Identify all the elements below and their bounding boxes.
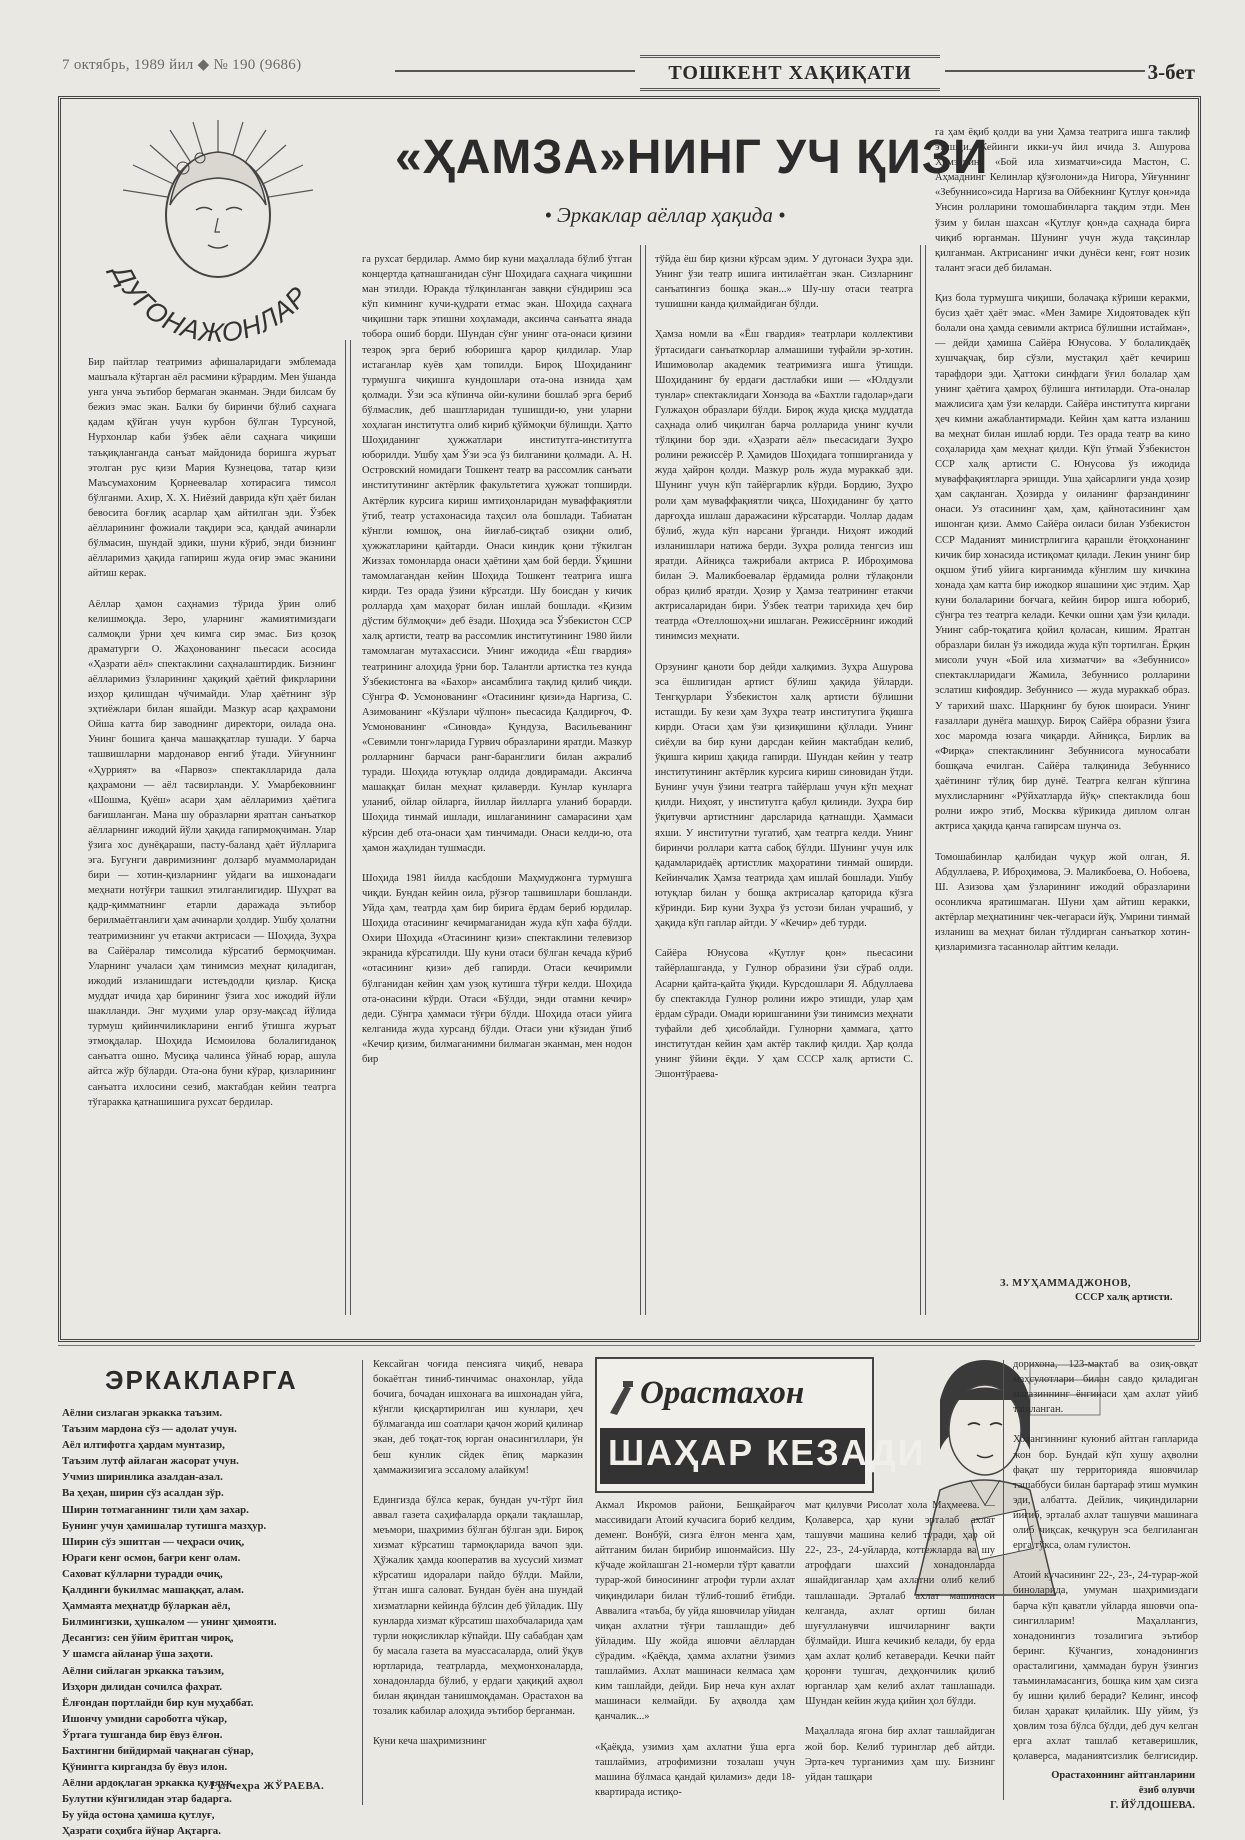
issue-date: 7 октябрь, 1989 йил ◆ № 190 (9686) [62, 57, 302, 73]
feature-banner-title: Орастахон [640, 1375, 805, 1411]
column-rule [362, 1360, 363, 1805]
feature-column-2: Акмал Икромов райони, Бешқайрағоч массивидаги Атоий кучасига бориб келдим, деменг. Вонбўй, сизга ёлғон менга ҳам, айтганим билан бирибир ишонмайсиз. Шу кўчаде жойлашган 21-номерли тўрт қаватли турар-жой биносининг атрофи турли ахлат чиқиндилари билан тўлиб-тошиб ётибди. Аввалига «таъба, бу уйда яшовчилар уйидан чиқан ахлатни тўғри ташлашди» деб ўйладим. Шу жойда яшовчи аёллардан сўрадим. «Қаёқда, ҳамма ахлатни ўзимиз ташлаймиз. Ахлат машинаси келмаса ҳам ким ташлайди, дейди. Бир неча кун ахлат машинаси келмайди. Бу аҳволда ҳам қанчалик...» «Қаёқда, узимиз ҳам ахлатни ўша ерга ташлаймиз, атрофимизни тозалаш учун машина бўлмаса қандай қиламиз» деди 18-квартирада истиқо- [595, 1500, 795, 1798]
article-column-4: га ҳам ёқиб қолди ва уни Ҳамза театрига ишга таклиф этишди. Кейинги икки-уч йил ичида З. Ашурова Ҳамзанинг «Бой ила хизматчи»сида Мастон, С. Аҳмаднинг Келинлар қўзғолони»да Нигора, Уйғуннинг «Зебуннисо»сида Наргиза ва Ойбекнинг Қутлуғ қон»ида Унсин ролларини томошабинларга тақдим этди. Мен ўзим у билан шахсан «Қутлуғ қон»да саҳнада бирга чиқиб юрганман. Шунинг учун жуда тақсинлар қилганман. Актрисанинг ички дунёси кенг, ғоят нозик талант эгаси деб биламан. Қиз бола турмушга чиқиши, болачақа кўриши керакми, бусиз ҳаёт ҳаёт эмас. «Мен Замире Хидоятовадек кўп болали она ҳамда севимли актриса бўлишни истайман», — дейди ҳамиша Сайёра Юнусова. У болаликдаёқ хушчақчақ, бир сўзли, мустақил ҳаёт кечириш тарафдори эди. Ҳаттоки синфдаги ўғил болалар ҳам унинг ҳаётига ҳамроҳ бўлишга интиларди. Ота-оналар мажлисига ҳам ўзи келарди. Сайёра институтга киргани ҳеч кимни ажаблантирмади. Кейин ҳам катта изланиш ва меҳнат билан ишлаб юрди. Тез орада театр ва кино соҳаларида ҳам меҳнат қилди. Кўп ўтмай Ўзбекистон ССР халқ артисти С. Юнусова ўз ижодида муваффақиятларга эришди. Уша ҳайсарлиги унда ҳозир ҳам сақланган. Ҳозирда у оиланинг фарзандининг онаси. Уз отасининг ҳам, ҳам, қайнотасининг ҳам ишонган қизи. Аммо Сайёра оиласи билан Узбекистон ССР Маданият министрлигига қарашли ётоқхонанинг кичик бир хонасида истиқомат қилади. Лекин унинг бир оқшом ўтиб уйига кирганимда кўнглим шу кичкина хонада ҳам катта бир ижодкор яшашини ҳис этдим. Ҳар куни болаларини боғчага, кейин бирор ишга юбориб, сўнгра тез театрга келади. Кечки ошни ҳам ўзи қилади. Унинг сабр-тоқатига қойил қоласан, кишим. Яратган образлари билан ўз ижодида жуда кўп тортилган. Ёрқин мисоли учун «Бой ила хизматчи» ва «Зебуннисо» спектаклларидаги Жамила, Зебуннисо ролларини эслатиш кифоядир. Зебуннисо — жуда мураккаб образ. У тарихий шахс. Шарқнинг бу буюк шоираси. Унинг ғазаллари дунёга машҳур. Бироқ Сайёра образни ўзига хос маромда юзага чиқарди. Айниқса, Бирлик ва «Фирқа» спектаклининг Зебуннисога муносабати бошқача ечилган. Сайёра талқинида Зебуннисо ҳаётининг тўлиқ бир дунё. Театрга келган кўпгина мухлисларнинг «Рўйхатларда йўқ» спектаклида бош ролни ижро этиб, Москва кўрикида диплом олган актриса ҳақида қанча гапирсам шунча оз. Томошабинлар қалбидан чуқур жой олган, Я. Абдуллаева, Р. Иброҳимова, Э. Маликбоева, О. Нобоева, Ш. Азизова ҳам ўзларининг ижодий образларини осонликча яратишмаган. Шуни ҳам айтиш керакки, актёрлар меҳнатининг чек-чегараси йўқ. Умрини тинмай изланиш ва меҳнат билан тўлдирган санъаткор хотин-қизларимизга тасаннолар айтгим келади. [935, 127, 1190, 954]
page-number: 3-бет [1147, 60, 1195, 84]
feature-banner-subtitle: ШАҲАР КЕЗАДИ [608, 1432, 926, 1473]
article-headline: «ҲАМЗА»НИНГ УЧ ҚИЗИ [395, 131, 989, 184]
trumpet-icon [605, 1378, 635, 1418]
column-rule [350, 340, 351, 1315]
feature-column-1: Кексайган чоғида пенсияга чиқиб, невара бокаётган тиниб-тинчимас онахонлар, уйда бочига, бочадан ишхонага ва ишхонадан уйга, кўнгли қисқартирилган иш кунлари, ҳеч бўлмаганда иш соатлари қачон жорий қилинар экан, деб тоқат-тоқ юрган онасингиллари, ўн беш кунлик сйдек ёпиқ марказин ҳаммажизигига эссалому алайкум! Едингизда бўлса керак, бундан уч-тўрт йил аввал газета саҳифаларда орқали тақлашлар, меъмори, шаҳримиз бўлган бўлган эди. Бироқ хизмат кўрсатиш тармоқларида вачоп эди. Ҳўжалик ҳамда кооператив ва хусусий хизмат кўрсатиш идоралари пайдо бўлди. Майли, ўтган ишга саловат. Бундан буён ана шундай хизматларни кейинда бўлсин деб ўйладик. Шу кунларда хизмат кўрсатиш шахобчаларида ҳам турли ноқисликлар кўпайди. Шу сабабдан ҳам бу масала газета ва муассасаларда, олий ўқув юртларида, театрларда, меҳмонхоналарда, хонадонларда бўлиб, у ердаги ҳақиқий аҳвол билан яқиндан танишмоқдаман. Орастахон ва тозалик кабилар алоҳида эътибор берганман. Куни кеча шаҳримизнинг [373, 1359, 583, 1748]
section-divider [58, 1345, 1195, 1346]
poem-text: Аёлни сизлаган эркакка таъзим. Таъзим мардона сўз — адолат учун. Аёл илтифотга ҳардам мунтазир, Таъзим лутф айлаган жасорат учун. Учмиз ширинлика азалдан-азал. Ва ҳеҳан, ширин сўз асалдан зўр. Ширин тотмаганнинг тили ҳам захар. Бунинг учун ҳамишалар тутишга мазҳур. Ширин сўз эшитган — чеҳраси очиқ, Юраги кенг осмон, бағри кенг олам. Саховат кўлларни турадди очиқ, Қалдинги букилмас машаққат, алам. Ҳаммаята меҳнатдр бўларкан аёл, Билмингизки, ҳушкалом — унинг ҳимояти. Десангиз: сен ўйим ёритган чироқ, У шамсга айланар ўша заҳоти. Аёлни сийлаган эркакка таъзим, Изҳорн дилидан сочилса фахрат. Ёлғондан портлайди бир кун муҳаббат. Ишончу умидни сароботга чўкар, Ўртага тушганда бир ёвуз ёлғон. Бахтингни бийдирмай чақнаган сўнар, Қўнингга киргандза бу ёвуз илон. Аёлни ардоқлаган эркакка қуллуқ, Булутни кўнгилидан этар бадарга. Бу уйда остона ҳамиша қутлуғ, Ҳазрати соҳибга йўнар Ақтарга. [62, 1407, 277, 1838]
poem-title: ЭРКАКЛАРГА [105, 1365, 298, 1395]
column-rule [925, 245, 926, 1315]
column-rule [640, 245, 641, 1315]
feature-author: Орастахоннинг айтганларини ёзиб олувчи Г. ЙЎЛДОШЕВА. [1051, 1770, 1195, 1811]
column-rule [920, 245, 921, 1315]
article-column-2: га рухсат бердилар. Аммо бир куни маҳаллада бўлиб ўтган концертда қатнашганидан сўнг Шоҳидага саҳнага чиқишни ман этилди. Юракда тўлқинланган завқни сўндириш эса кўп кимнинг кучи-қудрати етмас экан. Шоҳида саҳнага чиқишни тарк этишни хоҳламади, аксинча санъатга янада тобора ошиб борди. Шундан сўнг унинг ота-онаси қизини тезроқ эрга бериб юборишга қарор қилдилар. Улар истаганлар куёв ҳам топилди. Бироқ Шоҳиданинг турмушга чиқишга кундошлари ота-она изнида ҳам қолмади. Ўзи эса кўпинча ойи-кулини бошлаб эрга бериб бўлмаслик, деб шаштларидан тушишди-ю, уни уларни хоҳлаган институтга олиб кириб қўймоқчи бўлишди. Ҳатто Шоҳиданинг ҳужжатлари институтга-институтга юборилди. Ушбу ҳам Ўзи эса ўз билганини қолмади. А. Н. Островский номидаги Тошкент театр ва рассомлик санъати институтининг актёрлик факультетига ҳужжат топширди. Актёрлик курсига кириш имтиҳонларидан муваффақиятли ўтиб, театр устахонасида таҳсил ола бошлади. Табиатан кўнгли юмшоқ, она йиғлаб-сиқтаб озиқни олиб, ҳужжатларини қайтарди. Онаси киндик қони тўкилган Жиззах томонларда онаси ҳаётини ҳам бой берди. Ўқишни тамомлагандан кейин Шоҳида Тошкент театрига ишга кирди. Тез орада ўзини кўрсатди. Шу боисдан у кичик ролларда ҳам маҳорат билан ишлай бошлади. «Қизим дўстим бўлмоқчи» деб ёзади. Шоҳида эса Ўзбекистон ССР халқ артисти, театр ва рассомлик институтининг 1980 йили тамомлаган мутахассиси. Унинг ижодида «Ёш гвардия» театрининг алоҳида ўрни бор. Талантли артистка тез кунда Ўзбекистонга ва «Бахор» ансамблига тақлид қилиб чиқди. Сўнгра Ф. Усмонованинг «Отасининг қизи»да Наргиза, С. Азимованинг «Кўзлари чўлпон» пьесасида Қалдирғоч, Ф. Усмонованинг «Синовда» Қундуза, Васильеванинг «Севимли тонг»ларида Гурвич образларини яратди. Мазкур ролларнинг барчаси ранг-баранглиги билан ажралиб туради. Шоҳида ютуқлар олдида довдирамади. Аксинча машаққат билан меҳнат қилаверди. Кунлар кунларга уланиб, ойлар ойларга, йиллар йилларга уланиб борарди. Шоҳида тинмай ишлади, ишлаганининг самарасини ҳам кўрсин деб ота-онаси ҳам тинчимади. Онаси келди-ю, ота ҳамон жаҳлидан тушмасди. Шоҳида 1981 йилда касбдоши Маҳмуджонга турмушга чиқди. Бундан кейин оила, рўзғор ташвишлари бошланди. Уйда ҳам, театрда ҳам бир бирига ёрдам бериб юрдилар. Шоҳида отасининг кечирмаганидан жуда кўп хафа бўлди. Охири Шоҳида «Отасининг қизи» спектаклини телевизор экранида кўрсатилди. Шу куни отаси бўлган кечада кўриб «отасининг қизи» деб гапирди. Отаси кечиримли бўлганидан кейин ҳам узоқ кутишга тўғри келди. Шоҳида ота-онасини кўрди. Отаси «Бўлди, энди отамни кечир» деди. Сўнгра ҳаммаси тўғри бўлди. Шоҳида отаси уйига келганида жуда хурсанд бўлди. Отаси уни кўзидан ўпиб «Кечир қизим, билмаганимни билмаган эканман, мен нодон бир [362, 254, 632, 1065]
column-rule [345, 340, 346, 1315]
rubric-title: ДУГОНАЖОНЛАР [106, 259, 314, 349]
column-rule [645, 245, 646, 1315]
feature-column-3: мат қилувчи Рисолат хола Маҳмеева. — Қолаверса, ҳар куни эрталаб ахлат ташувчи машина келиб туради, ҳар ой 22-, 23-, 24-уйларда, коттежларда ва шу атрофдаги шахсий хонадонларда яшайдиганлар ҳам ахлатни олиб келиб ташлашади. Эрталаб ахлат машинаси келганда, ахлат ортиш билан шуғулланувчи ишчиларнинг вақти бўлмайди. Ишга кечикиб келади, бу ерда ҳам ахлат қолиб кетаверади. Кечки пайт қоронғи тушгач, деҳқончилик қилиб юрганлар ҳам келиб ахлат ташлашади. Шундан кейин жуда қийин ҳол бўлди. Маҳаллада ягона бир ахлат ташлайдиган жой бор. Келиб туринглар деб айтди. Эрта-кеч турганимиз ҳам шу. Бизнинг уйдан ташқари [805, 1500, 995, 1783]
article-author: З. МУҲАММАДЖОНОВ, [1000, 1278, 1131, 1289]
article-author-title: СССР халқ артисти. [1075, 1292, 1173, 1303]
rubric-illustration [88, 110, 348, 360]
column-rule [1003, 1360, 1004, 1800]
article-subheadline: • Эркаклар аёллар ҳақида • [544, 203, 786, 227]
article-column-1: Бир пайтлар театримиз афишаларидаги эмблемада машъала кўтарган аёл расмини кўрардим. Мен ўшанда унга унча эътибор бермаган эканман. Энди билсам бу бежиз эмас экан. Балки бу биринчи бўлиб саҳнага қадам қўйган учун курбон бўлган Турсуной, Нурхонлар каби ўзбек аёли саҳнага чиқиши таъқиқланганда санъат майдонида боришга журъат этолган рус қизи Мария Кузнецова, татар қизи Маъсумахоним Қорнеевалар хотирасига тимсол бўлганми. Ахир, Х. Х. Ниёзий даврида кўп ҳаёт билан бевосита боғлиқ асарлар ҳам айтилган эди. Ўзбек аёлларининг фожиали тақдири эса, қандай ачинарли бўлмасин, шундай эдики, шуни кўриб, энди бизнинг аёлларимиз ҳақида гапириш жуда оғир эмас эканини айтиш керак. Аёллар ҳамон саҳнамиз тўрида ўрин олиб келишмоқда. Зеро, уларнинг жамиятимиздаги салмоқли ўрни ҳеч кимга сир эмас. Биз қозоқ драматурги О. Жаҳонованинг пьесаси асосида «Ҳазрати аёл» спектаклини саҳналаштирдик. Бизнинг аёлларимиз ўзларининг ҳақиқий ҳаётий фикрларини изҳор қилишдан чўчимайди. Улар ҳаётнинг зўр эҳтиёжлари билан яшайди. Мазкур асар қаҳрамони Ойша катта бир заводнинг директори, оилада она. Унинг бошига қанча машаққатлар тушади. У барча ташвишларни мардонавор енгиб ўтади. Уйғуннинг «Ҳуррият» ва «Парвоз» спектаклларида дала қаҳрамони — аёл тасвирланди. У. Умарбековнинг «Шошма, Қуёш» асари ҳам аёлларимиз ҳаётига бағишланган. Мана шу образларни яратган санъаткор аёлларнинг ижодий йўли ҳақида гапирмоқчиман. Улар ўзига хос дунёқараши, пасту-баланд ҳаёт йўлларига эга. Бугунги давримизнинг долзарб муаммоларидан бири — хотин-қизларнинг уйдаги ва ишхонадаги меҳнати нотўғри ташкил этилганлигидир. Шуҳрат ва қадр-қимматнинг етарли даражада эътибор берилмаётганлиги ҳам ачинарли ҳолдир. Ушбу ҳолатни театримизнинг уч етакчи актрисаси — Шоҳида, Зуҳра ва Сайёралар тимсолида кўрсатиб бермоқчиман. Уларнинг учаласи ҳам тинимсиз меҳнат қиладиган, ижодий изланишдаги истеъдодли қизлар. Қисқа муддат ичида ҳар бирининг ўзига хос ижодий йўли шаклланди. Энг муҳими улар орзу-мақсад йўлида турмуш қийинчиликларини енгиб ўтишга журъат этмоқдалар. Шоҳида Исмоилова болалигиданоқ санъатга ошно. Мусиқа чалинса ўйнаб юрар, ашула айтса жўр бўларди. Ота-она буни кўрар, қизларининг санъатга ихлосини сезиб, мактабдан кейин театрга тўгаракка қатнашишига рухсат бердилар. [88, 357, 336, 1108]
feature-column-4: дорихона, 123-мактаб ва озиқ-овқат маҳсулотлари билан савдо қиладиган магазиннинг ёнгинаси ҳам ахлат уйиб ташланган. Холангиннинг куюниб айтган гапларида жон бор. Бундай кўп хушу аҳволни фақат шу территорияда яшовчилар ташаббуси билан бартараф этиш мумкин эди, албатта. Дейлик, чиқиндиларни йиғиб, эрталаб ахлат ташувчи машинага олиб чиқсак, кечқурун эса белгиланган ерга тўкса, олам гулистон. Атоий кучасининг 22-, 23-, 24-турар-жой биноларида, умуман шаҳримиздаги барча кўп қаватли уйларда яшовчи опа-сингилларим! Маҳаллангиз, хонадонингиз тозалигига эътибор беринг. Кўчангиз, хонадонингиз орасталигини, ҳаммадан бурун ўзингиз таъминламасангиз, бошқа ким ҳам сизга бу ишни қилиб беради? Келинг, инсоф билан ҳаракат қилайлик. Шу уйим, ўз ҳовлим тоза бўлса бўлди, деб дуч келган ерга ахлат ташлаб кетаверишлик, қолаверса, маданиятсизлик белгисидир. [1013, 1359, 1198, 1762]
article-column-3: тўйда ёш бир қизни кўрсам эдим. У дугонаси Зуҳра эди. Унинг ўзи театр ишига интилаётган экан. Сизларнинг санъатингиз бошқа экан...» Шу-шу отаси театрга тушишни канда қилмайдиган бўлди. Ҳамза номли ва «Ёш гвардия» театрлари коллективи ўртасидаги санъаткорлар алмашиши туфайли эр-хотин. Ишимоволар академик театримизга ишга ўтишди. Шоҳиданинг бу ердаги дастлабки иши — «Юлдузли тунлар» спектаклидаги Хонзода ва «Бахтли гадолар»даги Гулжаҳон образлари бўлди. Бироқ жуда қисқа муддатда саҳнада олиб чиқилган барча ролларида унинг кучли тўлқини бор эди. «Ҳазрати аёл» пьесасидаги Зуҳро ролини режиссёр Р. Ҳамидов Шоҳидага топширганида у жуда ҳайрон қолди. Мазкур роль жуда мураккаб эди. Шунинг учун кўп тайёргарлик кўрди. Бордию, Зуҳро роли ҳам муваффақиятли чиқса, Шоҳиданинг бу ҳатто дарғоҳда ишлаш даражасини кўрсатарди. Чоллар дадам бўлиб, жуда кўп нарсани ўрганди. Ниҳоят ижодий изланишлари натижа берди. Зуҳра ролида тенгсиз иш яратди. Айниқса тажрибали актриса Р. Иброҳимова билан Э. Маликбоевалар ёрдамида ролни тўлақонли образ қилиб яратди. Ҳозир у Ҳамза театрининг етакчи актрисаларидан бири. Ўзбек театри тарихида ҳеч бир театрда «Отеллошоҳ»ни ишлаган. Режиссёрнинг ижодий тинимсиз меҳнати. Орзунинг қаноти бор дейди халқимиз. Зуҳра Ашурова эса ёшлигидан артист бўлиш ҳақида ўйларди. Тенгқурлари Ўзбекистон халқ артисти бўлишни исташди. Бу кези ҳам Зуҳра театр институтига ўқишга кирди. Отаси ҳам ўзи қизиқишини қўллади. Унинг сиёҳли ва бир куни дарсдан кейин мактабдан келиб, ўқишга кириш ҳақида гапирди. Шундан кейин у театр институтининг актёрлик курсига кириш синовидан ўтди. Бунинг учун ўзини театрга тайёрлаш учун кўп меҳнат қилди. Ниҳоят, у институтга қабул қилинди. Зуҳра бир ўқитувчи артистнинг дарсларида қатнашди. Ҳаммаси яхши. У институтни тугатиб, ҳам театрга келди. Унинг биринчи роллари катта сабоқ бўлди. Шунинг учун илк қадамларидаёқ артистлик маҳоратини тинмай оширди. Кейинчалик Ҳамза театрида ҳам ишлай бошлади. Ушбу ютуқлар билан у бошқа актрисалар қаторида кўзга кўринди. Бир куни Зуҳра ўз устози билан учрашиб, у ҳақида кўп гаплар айтди. У «Кечир» деб турди. Сайёра Юнусова «Қутлуғ қон» пьесасини тайёрлашганда, у Гулнор образини ўзи сўраб олди. Асарни қайта-қайта ўқиди. Курсдошлари Я. Абдуллаева бу спектаклда Гулнор ролини ижро этишди, улар ҳам ёрдам сўради. Омади юришганини ўзи тинимсиз меҳнати туфайли деб ҳисоблайди. Гулнорни ҳаммага, ҳатто институтдан кейин ҳам актёр таклиф қилди. Ҳар қолда унинг ўйини ёқди. У ҳам СССР халқ артисти С. Эшонтўраева- [655, 254, 913, 1081]
masthead-rule-left [395, 70, 635, 72]
poem-author: Гулчеҳра ЖЎРАЕВА. [210, 1780, 325, 1792]
newspaper-masthead: ТОШКЕНТ ХАҚИҚАТИ [640, 55, 940, 91]
masthead-rule-right [945, 70, 1145, 72]
